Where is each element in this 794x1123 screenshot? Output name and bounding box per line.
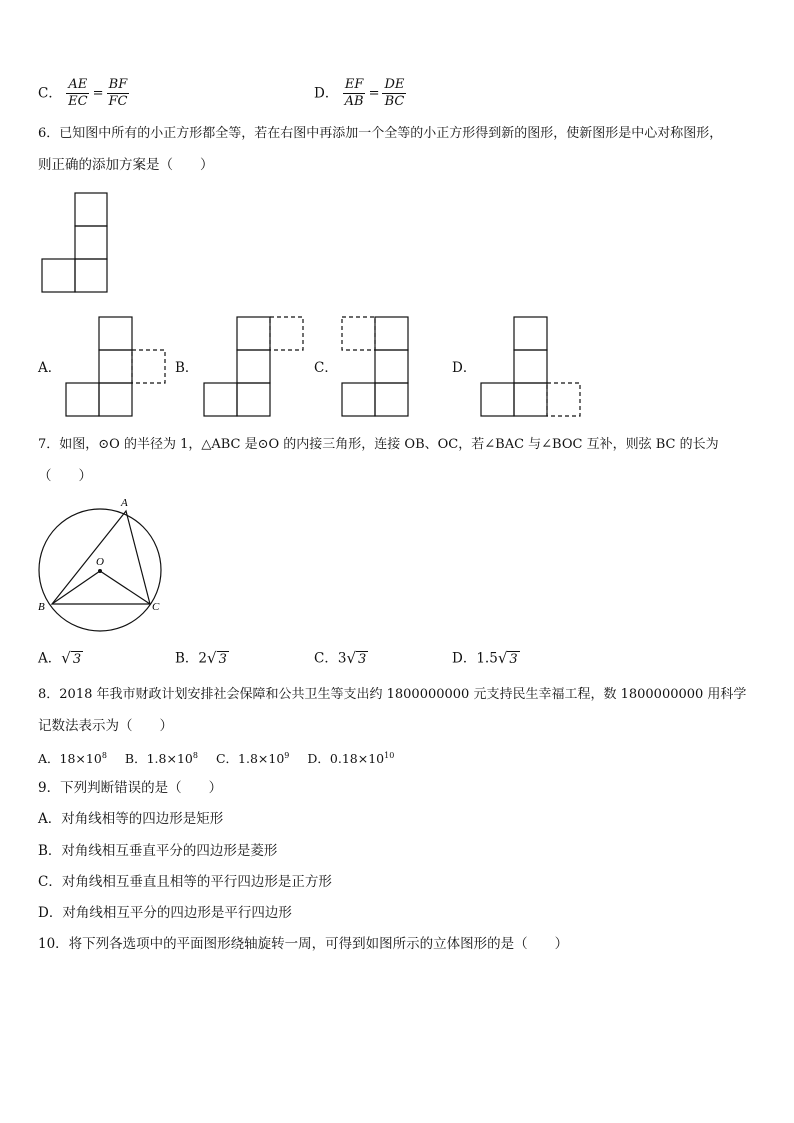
- q7-stem-line2: （ ）: [38, 468, 92, 484]
- q10-stem: 10．将下列各选项中的平面图形绕轴旋转一周，可得到如图所示的立体图形的是（ ）: [38, 936, 569, 952]
- q8-option-b[interactable]: B．$1.8\times 10^8$: [124, 751, 198, 767]
- q5-c-fraction-right: $\frac{BF}{FC}$: [108, 77, 128, 109]
- q7-label-o: O: [96, 556, 104, 568]
- q6-stem-line1: 6．已知图中所有的小正方形都全等，若在右图中再添加一个全等的小正方形得到新的图形，使新图形是中心对称图形，: [38, 126, 723, 141]
- q9-option-a[interactable]: A．对角线相等的四边形是矩形: [38, 811, 224, 827]
- q6-option-c-figure[interactable]: [340, 316, 412, 418]
- q9-stem: 9．下列判断错误的是（ ）: [38, 780, 223, 796]
- q9-option-d[interactable]: D．对角线相互平分的四边形是平行四边形: [38, 905, 292, 921]
- q5-option-d-label: D．: [314, 85, 339, 102]
- q7-circle-figure: [34, 492, 168, 632]
- q7-label-b: B: [38, 601, 45, 613]
- q6-option-a-figure[interactable]: [64, 316, 168, 418]
- q6-option-a-label[interactable]: A．: [38, 360, 62, 376]
- q7-option-c[interactable]: C．3√ 3: [314, 649, 367, 667]
- q8-stem-line1: 8．2018 年我市财政计划安排社会保障和公共卫生等支出约 1800000000 元支持民生幸福工程，数 1800000000 用科学: [38, 687, 747, 702]
- q5-d-fraction-right: $\frac{DE}{BC}$: [384, 77, 405, 109]
- q6-option-c-label[interactable]: C．: [314, 360, 338, 376]
- q6-option-b-label[interactable]: B．: [175, 360, 199, 376]
- q6-base-figure: [40, 192, 110, 294]
- q8-stem-line2: 记数法表示为（ ）: [38, 718, 173, 734]
- q8-options-row: [38, 747, 394, 768]
- q7-option-b[interactable]: B．2√ 3: [175, 649, 227, 667]
- sqrt-symbol: √ 3: [207, 649, 227, 667]
- q7-option-a[interactable]: A．√ 3: [38, 649, 82, 667]
- q7-label-a: A: [121, 497, 128, 509]
- sqrt-symbol: √ 3: [497, 649, 518, 667]
- q5-option-c-label: C．: [38, 85, 62, 102]
- q9-option-c[interactable]: C．对角线相互垂直且相等的平行四边形是正方形: [38, 874, 332, 890]
- q5-c-fraction-left: $\frac{AE}{EC}$: [68, 77, 88, 109]
- q5-d-fraction-left: $\frac{EF}{AB}$: [344, 77, 364, 109]
- q7-option-d[interactable]: D．1.5√ 3: [452, 649, 518, 667]
- q6-stem-line2: 则正确的添加方案是（ ）: [38, 157, 214, 173]
- q8-option-c[interactable]: C．$1.8\times 10^9$: [215, 751, 290, 767]
- q7-stem-line1: 7．如图，⊙O 的半径为 1，△ABC 是⊙O 的内接三角形，连接 OB、OC，若∠BAC 与∠BOC 互补，则弦 BC 的长为: [38, 437, 719, 452]
- q5-option-d[interactable]: D． $\frac{EF}{AB}$ = $\frac{DE}{BC}$: [314, 77, 405, 109]
- sqrt-symbol: √ 3: [346, 649, 367, 667]
- q6-option-b-figure[interactable]: [202, 316, 306, 418]
- q8-option-d[interactable]: D．$0.18\times 10^{10}$: [307, 751, 395, 767]
- q7-label-c: C: [152, 601, 160, 613]
- q5-option-c[interactable]: C． $\frac{AE}{EC}$ = $\frac{BF}{FC}$: [38, 77, 128, 109]
- q8-option-a[interactable]: A．$18\times 10^8$: [38, 751, 107, 767]
- q6-option-d-label[interactable]: D．: [452, 360, 477, 376]
- q6-option-d-figure[interactable]: [479, 316, 583, 418]
- sqrt-symbol: √ 3: [61, 649, 82, 667]
- q9-option-b[interactable]: B．对角线相互垂直平分的四边形是菱形: [38, 843, 278, 859]
